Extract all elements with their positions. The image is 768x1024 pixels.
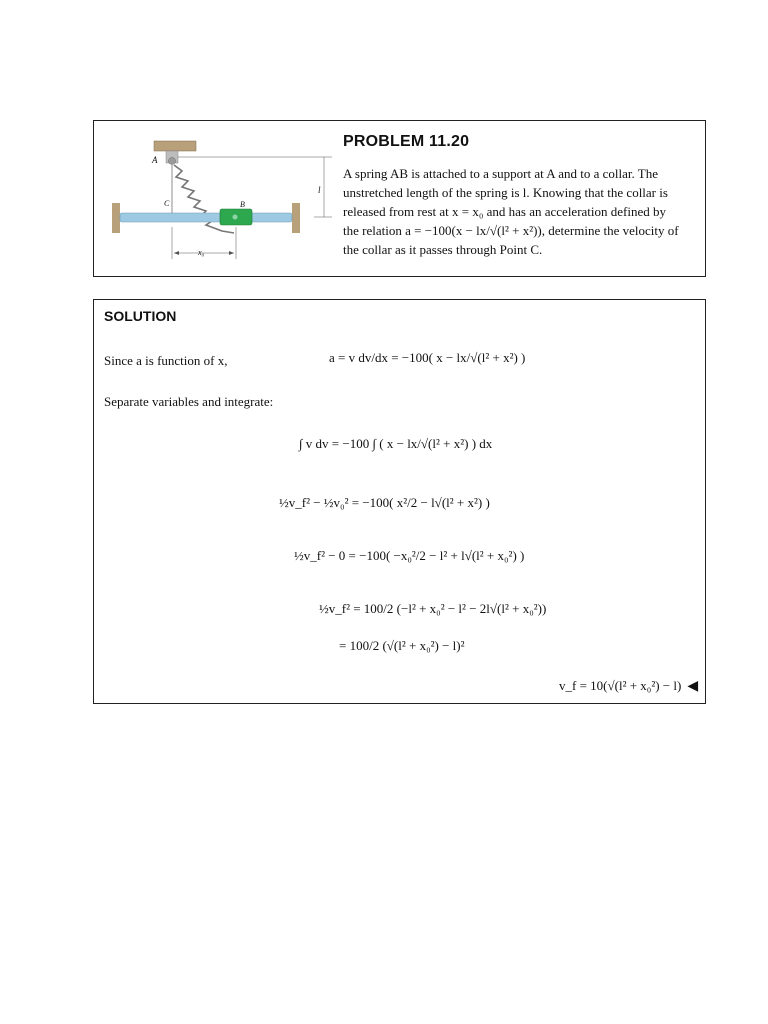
solution-box: [93, 299, 706, 704]
final-answer: [559, 678, 698, 695]
label-a: A: [152, 155, 158, 165]
answer-text: v_f = 10(√(l² + x₀²) − l): [559, 678, 682, 693]
problem-line: released from rest at x = x₀ and has an acceleration defined by: [343, 204, 667, 219]
step1-equation: a = v dv/dx = −100( x − lx/√(l² + x²) ): [329, 350, 526, 365]
label-c: C: [164, 199, 170, 208]
problem-heading: PROBLEM 11.20: [343, 133, 470, 150]
problem-box: [93, 120, 706, 277]
substituted-equation: ½v_f² − 0 = −100( −x₀²/2 − l² + l√(l² + x₀²) ): [294, 548, 525, 563]
step2-label: Separate variables and integrate:: [104, 394, 274, 409]
expanded-equation: ½v_f² = 100/2 (−l² + x₀² − l² − 2l√(l² + x₀²)): [319, 601, 547, 616]
problem-line: A spring AB is attached to a support at A and to a collar. The: [343, 166, 658, 181]
label-x0: x₀: [198, 248, 205, 257]
simplified-equation: = 100/2 (√(l² + x₀²) − l)²: [339, 638, 465, 653]
problem-line: the relation a = −100(x − lx/√(l² + x²)), determine the velocity of: [343, 223, 679, 238]
evaluated-equation: ½v_f² − ½v₀² = −100( x²/2 − l√(l² + x²) ): [279, 495, 490, 510]
problem-line: the collar as it passes through Point C.: [343, 242, 543, 257]
problem-statement: [343, 164, 693, 259]
label-l: l: [318, 185, 321, 195]
integral-equation: ∫ v dv = −100 ∫ ( x − lx/√(l² + x²) ) dx: [299, 436, 493, 451]
answer-marker-icon: ◀: [687, 679, 699, 694]
problem-line: unstretched length of the spring is l. Knowing that the collar is: [343, 185, 668, 200]
solution-heading: SOLUTION: [104, 308, 177, 324]
step1-label: Since a is function of x,: [104, 353, 228, 368]
spring-collar-figure: [102, 127, 321, 277]
label-b: B: [240, 200, 245, 209]
